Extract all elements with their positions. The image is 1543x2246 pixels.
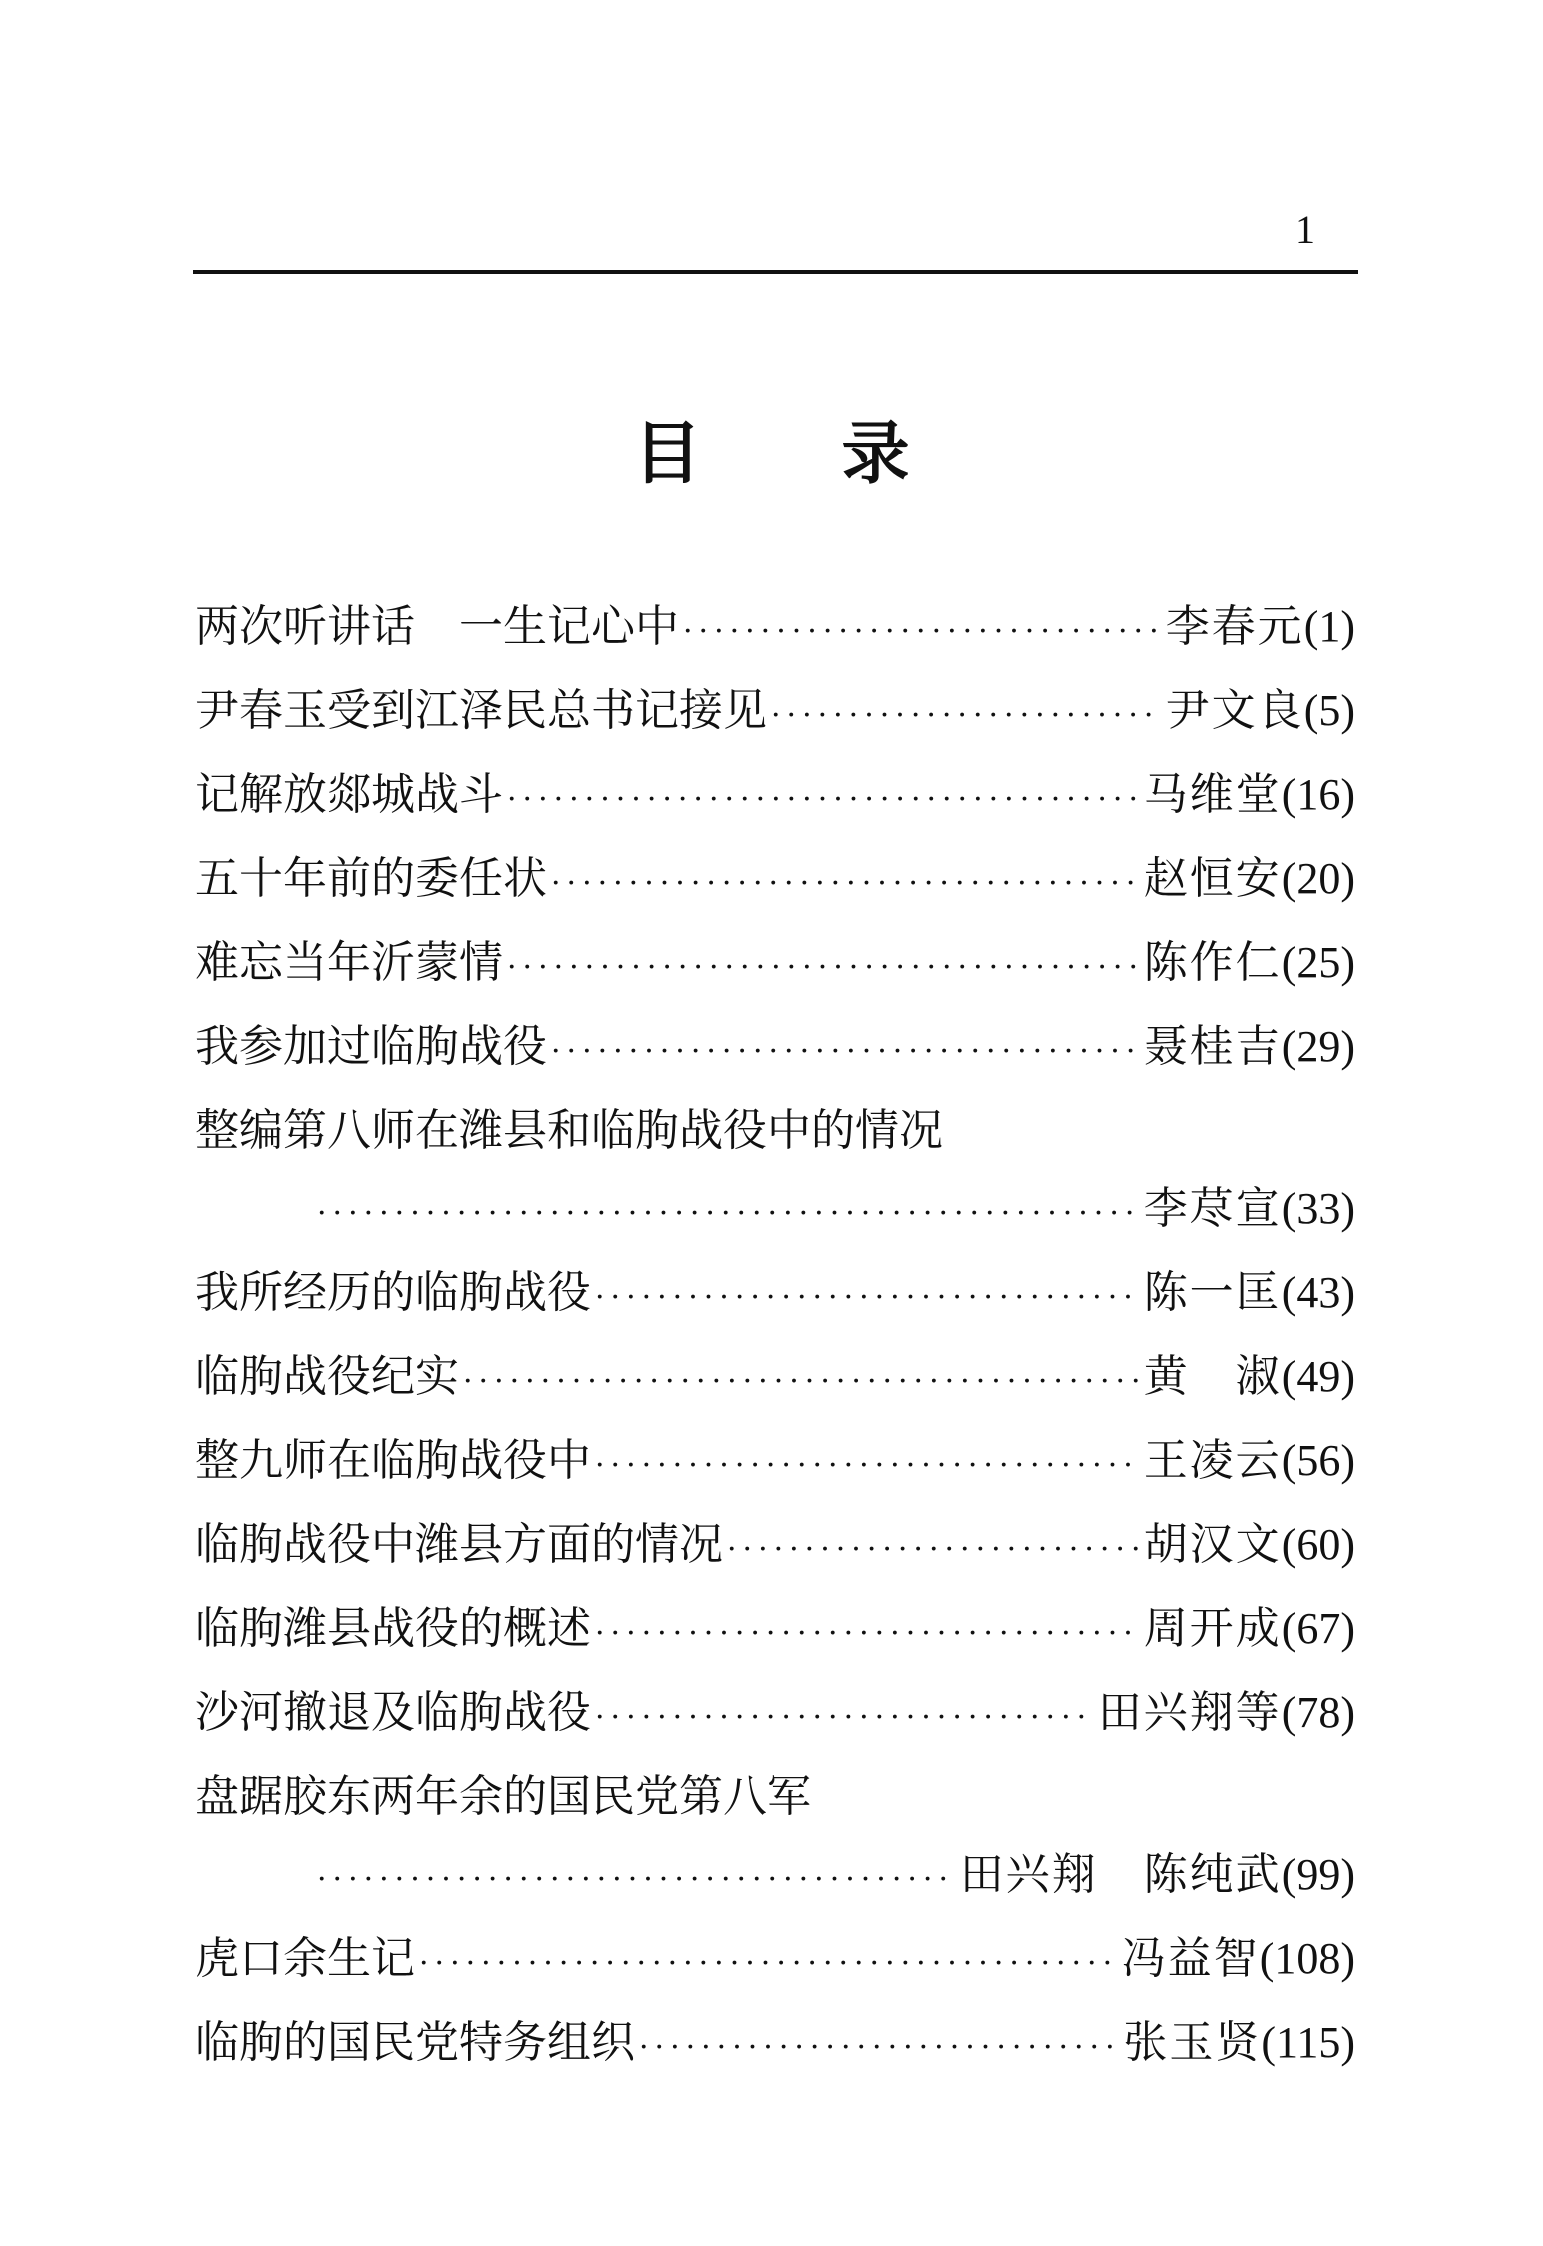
entry-title: 整九师在临朐战役中 <box>195 1435 591 1486</box>
entry-page: (29) <box>1281 1022 1355 1071</box>
entry-title: 我参加过临朐战役 <box>195 1021 547 1072</box>
entry-title: 沙河撤退及临朐战役 <box>195 1687 591 1738</box>
toc-entry-continuation[interactable] <box>195 1833 1355 1917</box>
toc-entry[interactable] <box>195 585 1355 669</box>
dot-leader <box>507 926 1140 1010</box>
entry-page: (67) <box>1281 1604 1355 1653</box>
entry-page: (60) <box>1281 1520 1355 1569</box>
entry-author: 赵恒安 <box>1143 853 1282 904</box>
dot-leader <box>419 1922 1118 2006</box>
toc-entry[interactable] <box>195 753 1355 837</box>
dot-leader <box>507 758 1140 842</box>
entry-page: (99) <box>1281 1850 1355 1899</box>
toc-title: 目录 <box>633 415 1050 494</box>
entry-page: (5) <box>1303 686 1355 735</box>
entry-page: (20) <box>1281 854 1355 903</box>
entry-author: 胡汉文 <box>1143 1519 1282 1570</box>
toc-entry[interactable] <box>195 1089 1355 1167</box>
entry-author: 马维堂 <box>1143 769 1282 820</box>
entry-author: 黄 淑 <box>1143 1351 1282 1402</box>
toc-entry[interactable] <box>195 1755 1355 1833</box>
dot-leader <box>595 1592 1140 1676</box>
entry-page: (115) <box>1261 2018 1355 2067</box>
entry-author: 王凌云 <box>1143 1435 1282 1486</box>
toc-entry-continuation[interactable] <box>195 1167 1355 1251</box>
dot-leader <box>317 1838 956 1922</box>
entry-title: 临朐潍县战役的概述 <box>195 1603 591 1654</box>
entry-title: 两次听讲话 一生记心中 <box>195 601 679 652</box>
toc-entry[interactable] <box>195 1419 1355 1503</box>
entry-title: 难忘当年沂蒙情 <box>195 937 503 988</box>
toc-entry[interactable] <box>195 669 1355 753</box>
entry-page: (16) <box>1281 770 1355 819</box>
entry-author: 田兴翔 陈纯武 <box>959 1849 1282 1900</box>
entry-author: 陈一匡 <box>1143 1267 1282 1318</box>
entry-title: 整编第八师在潍县和临朐战役中的情况 <box>195 1105 943 1156</box>
dot-leader <box>727 1508 1140 1592</box>
entry-page: (49) <box>1281 1352 1355 1401</box>
toc-entry[interactable] <box>195 1917 1355 2001</box>
toc-entry[interactable] <box>195 837 1355 921</box>
entry-title: 临朐的国民党特务组织 <box>195 2017 635 2068</box>
entry-page: (25) <box>1281 938 1355 987</box>
entry-title: 记解放郯城战斗 <box>195 769 503 820</box>
entry-author: 冯益智 <box>1121 1933 1260 1984</box>
toc-entry[interactable] <box>195 1335 1355 1419</box>
dot-leader <box>551 1010 1140 1094</box>
entry-author: 周开成 <box>1143 1603 1282 1654</box>
toc-entry[interactable] <box>195 2001 1355 2085</box>
toc-entry[interactable] <box>195 1005 1355 1089</box>
entry-title: 临朐战役纪实 <box>195 1351 459 1402</box>
entry-page: (56) <box>1281 1436 1355 1485</box>
entry-author: 聂桂吉 <box>1143 1021 1282 1072</box>
dot-leader <box>551 842 1140 926</box>
dot-leader <box>595 1676 1094 1760</box>
dot-leader <box>317 1172 1140 1256</box>
dot-leader <box>595 1256 1140 1340</box>
entry-title: 临朐战役中潍县方面的情况 <box>195 1519 723 1570</box>
dot-leader <box>639 2006 1119 2090</box>
entry-author: 李荩宣 <box>1143 1183 1282 1234</box>
dot-leader <box>771 674 1162 758</box>
entry-page: (43) <box>1281 1268 1355 1317</box>
toc-entry[interactable] <box>195 921 1355 1005</box>
entry-title: 我所经历的临朐战役 <box>195 1267 591 1318</box>
toc-entry[interactable] <box>195 1587 1355 1671</box>
entry-author: 田兴翔等 <box>1097 1687 1282 1738</box>
toc-entry[interactable] <box>195 1251 1355 1335</box>
dot-leader <box>683 590 1162 674</box>
page-number: 1 <box>1295 207 1315 252</box>
entry-title: 尹春玉受到江泽民总书记接见 <box>195 685 767 736</box>
dot-leader <box>595 1424 1140 1508</box>
entry-page: (108) <box>1259 1934 1355 1983</box>
entry-title: 虎口余生记 <box>195 1933 415 1984</box>
entry-page: (78) <box>1281 1688 1355 1737</box>
toc-entry[interactable] <box>195 1503 1355 1587</box>
entry-page: (1) <box>1303 602 1355 651</box>
entry-author: 张玉贤 <box>1123 2017 1262 2068</box>
entry-title: 五十年前的委任状 <box>195 853 547 904</box>
entry-title: 盘踞胶东两年余的国民党第八军 <box>195 1771 811 1822</box>
entry-page: (33) <box>1281 1184 1355 1233</box>
toc-entry[interactable] <box>195 1671 1355 1755</box>
header-rule <box>193 270 1358 274</box>
dot-leader <box>463 1340 1140 1424</box>
entry-author: 陈作仁 <box>1143 937 1282 988</box>
table-of-contents <box>195 585 1355 2085</box>
entry-author: 李春元 <box>1165 601 1304 652</box>
entry-author: 尹文良 <box>1165 685 1304 736</box>
